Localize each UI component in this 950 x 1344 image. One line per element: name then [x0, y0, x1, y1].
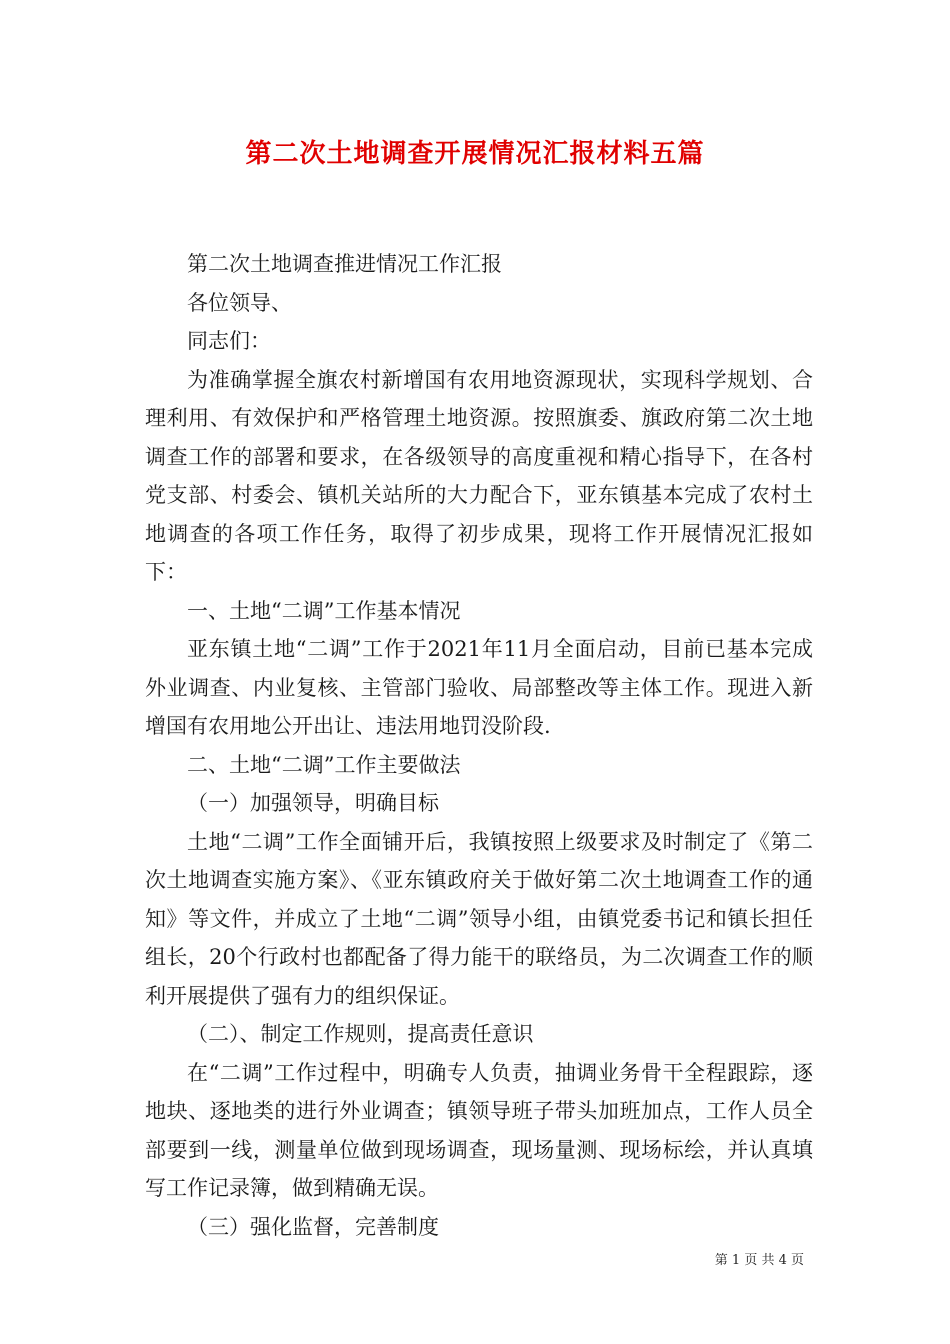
paragraph-subsection-1: 土地“二调”工作全面铺开后，我镇按照上级要求及时制定了《第二次土地调查实施方案》、《亚东镇政府关于做好第二次土地调查工作的通知》等文件，并成立了土地“二调”领导小组，由镇党委书记和镇长担任组长，20个行政村也都配备了得力能干的联络员，为二次调查工作的顺利开展提供了强有力的组织保证。: [145, 829, 813, 1008]
paragraph-intro: 为准确掌握全旗农村新增国有农用地资源现状，实现科学规划、合理利用、有效保护和严格管理土地资源。按照旗委、旗政府第二次土地调查工作的部署和要求，在各级领导的高度重视和精心指导下，在各村党支部、村委会、镇机关站所的大力配合下，亚东镇基本完成了农村土地调查的各项工作任务，取得了初步成果，现将工作开展情况汇报如下：: [145, 367, 813, 584]
paragraph-salutation-1: 各位领导、: [187, 290, 292, 315]
heading-section-2: 二、土地“二调”工作主要做法: [187, 752, 461, 777]
paragraph-subsection-2: 在“二调”工作过程中，明确专人负责，抽调业务骨干全程跟踪，逐地块、逐地类的进行外业调查；镇领导班子带头加班加点，工作人员全部要到一线，测量单位做到现场调查，现场量测、现场标绘，并认真填写工作记录簿，做到精确无误。: [145, 1060, 813, 1200]
document-title: 第二次土地调查开展情况汇报材料五篇: [245, 139, 705, 169]
paragraph-section-1: 亚东镇土地“二调”工作于2021年11月全面启动，目前已基本完成外业调查、内业复核、主管部门验收、局部整改等主体工作。现进入新增国有农用地公开出让、违法用地罚没阶段.: [145, 637, 813, 738]
heading-subsection-1: （一）加强领导，明确目标: [187, 791, 439, 815]
heading-subsection-2: （二）、制定工作规则，提高责任意识: [187, 1022, 534, 1046]
paragraph-salutation-2: 同志们：: [187, 329, 271, 353]
heading-subsection-3: （三）强化监督，完善制度: [187, 1214, 439, 1239]
document-body: [145, 245, 813, 1246]
page-number-footer: 第 1 页 共 4 页: [714, 1253, 804, 1268]
heading-section-1: 一、土地“二调”工作基本情况: [187, 598, 461, 623]
paragraph-subtitle: 第二次土地调查推进情况工作汇报: [187, 252, 502, 276]
